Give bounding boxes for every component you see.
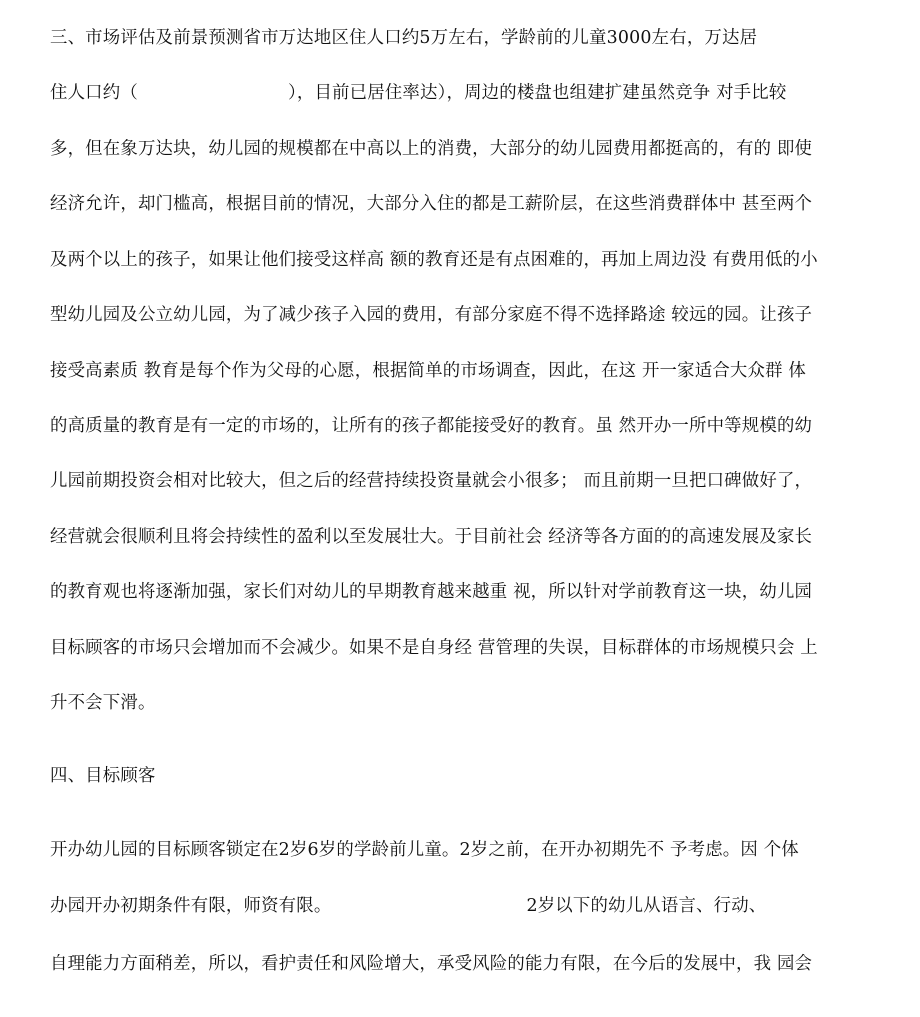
paragraph-line: 的教育观也将逐渐加强，家长们对幼儿的早期教育越来越重 视，所以针对学前教育这一块，幼儿园 xyxy=(50,582,813,602)
text-segment: 办园开办初期条件有限，师资有限。 xyxy=(50,896,332,916)
paragraph-line: 型幼儿园及公立幼儿园，为了减少孩子入园的费用，有部分家庭不得不选择路途 较远的园。让孩子 xyxy=(50,305,813,325)
paragraph-line: 儿园前期投资会相对比较大，但之后的经营持续投资量就会小很多； 而且前期一旦把口碑做好了， xyxy=(50,471,813,491)
paragraph-line: 接受高素质 教育是每个作为父母的心愿，根据简单的市场调查，因此，在这 开一家适合大众群 体 xyxy=(50,361,806,381)
paragraph-line: 多，但在象万达块，幼儿园的规模都在中高以上的消费，大部分的幼儿园费用都挺高的，有的 即使 xyxy=(50,139,813,159)
text-segment: ），目前已居住率达），周边的楼盘也组建扩建虽然竞争 对手比较 xyxy=(287,83,787,103)
paragraph-line: 升不会下滑。 xyxy=(50,693,156,713)
paragraph-line: 的高质量的教育是有一定的市场的，让所有的孩子都能接受好的教育。虽 然开办一所中等规模的幼 xyxy=(50,416,813,436)
text-segment: 2岁以下的幼儿从语言、行动、 xyxy=(526,896,767,916)
text-segment: 住人口约（ xyxy=(50,83,138,103)
paragraph-line: 三、市场评估及前景预测省市万达地区住人口约5万左右，学龄前的儿童3000左右，万达居 xyxy=(50,28,758,48)
paragraph-line xyxy=(50,895,880,917)
paragraph-line xyxy=(50,82,880,104)
paragraph-line: 经济允许，却门槛高，根据目前的情况，大部分入住的都是工薪阶层，在这些消费群体中 甚至两个 xyxy=(50,194,813,214)
section-heading: 四、目标顾客 xyxy=(50,766,156,786)
paragraph-line: 自理能力方面稍差，所以，看护责任和风险增大，承受风险的能力有限，在今后的发展中，我 园会 xyxy=(50,954,813,974)
paragraph-line: 及两个以上的孩子，如果让他们接受这样高 额的教育还是有点困难的，再加上周边没 有费用低的小 xyxy=(50,250,818,270)
paragraph-line: 开办幼儿园的目标顾客锁定在2岁6岁的学龄前儿童。2岁之前，在开办初期先不 予考虑。因 个体 xyxy=(50,840,799,860)
paragraph-line: 目标顾客的市场只会增加而不会减少。如果不是自身经 营管理的失误，目标群体的市场规模只会 上 xyxy=(50,638,818,658)
paragraph-line: 经营就会很顺利且将会持续性的盈利以至发展壮大。于目前社会 经济等各方面的的高速发展及家长 xyxy=(50,527,813,547)
